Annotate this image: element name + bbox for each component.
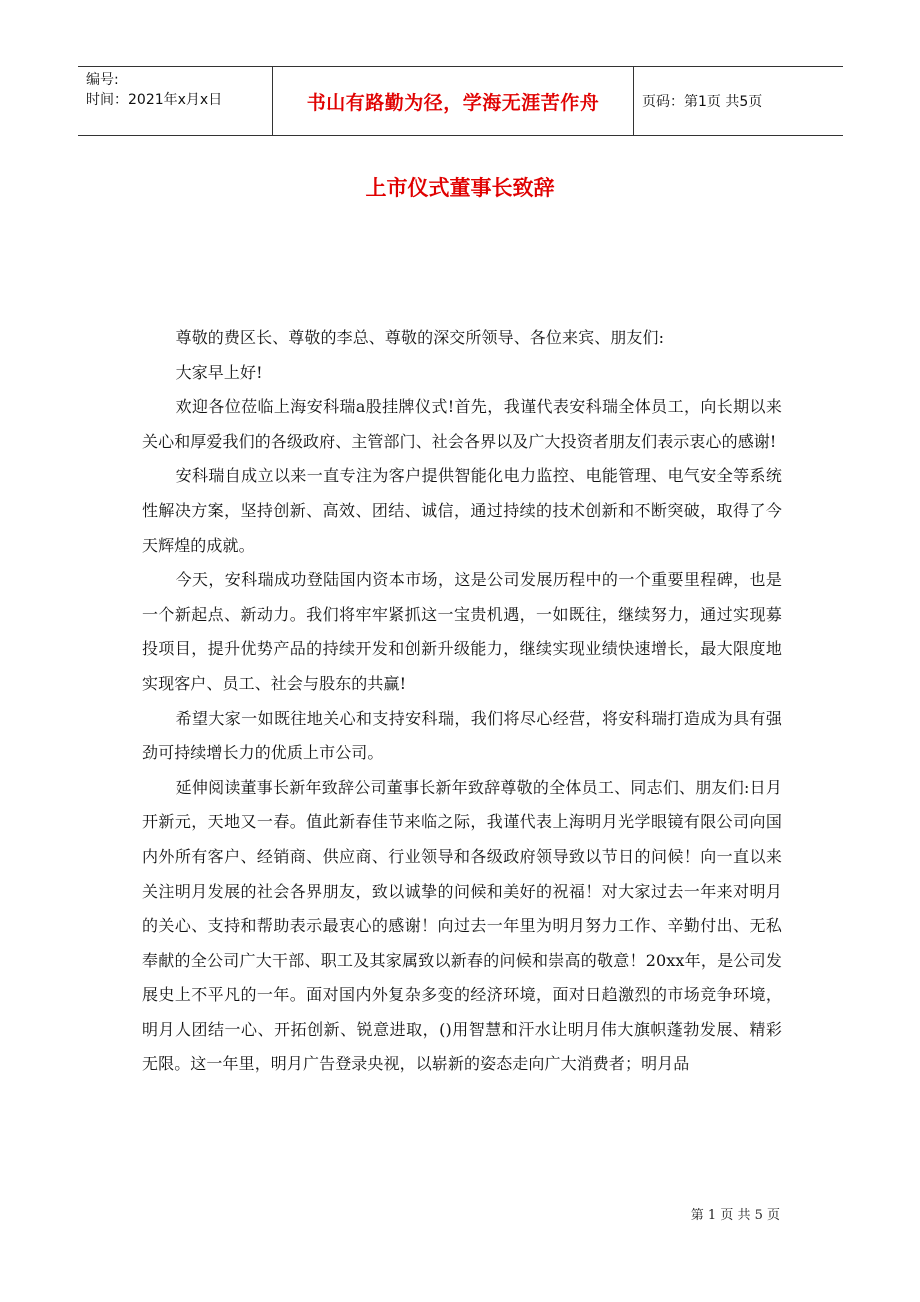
paragraph: 欢迎各位莅临上海安科瑞a股挂牌仪式!首先，我谨代表安科瑞全体员工，向长期以来关心和厚爱我们的各级政府、主管部门、社会各界以及广大投资者朋友们表示衷心的感谢!: [142, 397, 782, 451]
paragraph: 安科瑞自成立以来一直专注为客户提供智能化电力监控、电能管理、电气安全等系统性解决方案，坚持创新、高效、团结、诚信，通过持续的技术创新和不断突破，取得了今天辉煌的成就。: [142, 466, 782, 555]
code-label: 编号:: [86, 72, 119, 88]
page-footer: 第 1 页 共 5 页: [690, 1208, 780, 1223]
document-body: [142, 321, 782, 1082]
header-meta: [78, 67, 272, 135]
header-page-info: 页码：第1页 共5页: [642, 94, 763, 110]
header-motto: 书山有路勤为径，学海无涯苦作舟: [272, 67, 634, 135]
paragraph: 尊敬的费区长、尊敬的李总、尊敬的深交所领导、各位来宾、朋友们:: [175, 328, 665, 347]
document-title: 上市仪式董事长致辞: [365, 175, 555, 200]
time-label: 时间：2021年x月x日: [86, 92, 223, 108]
document-header: [78, 66, 843, 136]
paragraph: 希望大家一如既往地关心和支持安科瑞，我们将尽心经营，将安科瑞打造成为具有强劲可持续增长力的优质上市公司。: [142, 708, 782, 763]
paragraph: 大家早上好!: [175, 362, 263, 382]
paragraph: 今天，安科瑞成功登陆国内资本市场，这是公司发展历程中的一个重要里程碑，也是一个新起点、新动力。我们将牢牢紧抓这一宝贵机遇，一如既往，继续努力，通过实现募投项目，提升优势产品的持续开发和创新升级能力，继续实现业绩快速增长，最大限度地实现客户、员工、社会与股东的共赢!: [142, 570, 782, 693]
paragraph: 延伸阅读董事长新年致辞公司董事长新年致辞尊敬的全体员工、同志们、朋友们:日月开新元，天地又一春。值此新春佳节来临之际，我谨代表上海明月光学眼镜有限公司向国内外所有客户、经销商、供应商、行业领导和各级政府领导致以节日的问候！向一直以来关注明月发展的社会各界朋友，致以诚挚的问候和美好的祝福！对大家过去一年来对明月的关心、支持和帮助表示最衷心的感谢！向过去一年里为明月努力工作、辛勤付出、无私奉献的全公司广大干部、职工及其家属致以新春的问候和崇高的敬意！20xx年，是公司发展史上不平凡的一年。面对国内外复杂多变的经济环境，面对日趋激烈的市场竞争环境，明月人团结一心、开拓创新、锐意进取，()用智慧和汗水让明月伟大旗帜蓬勃发展、精彩无限。这一年里，明月广告登录央视，以崭新的姿态走向广大消费者；明月品: [142, 777, 782, 1074]
